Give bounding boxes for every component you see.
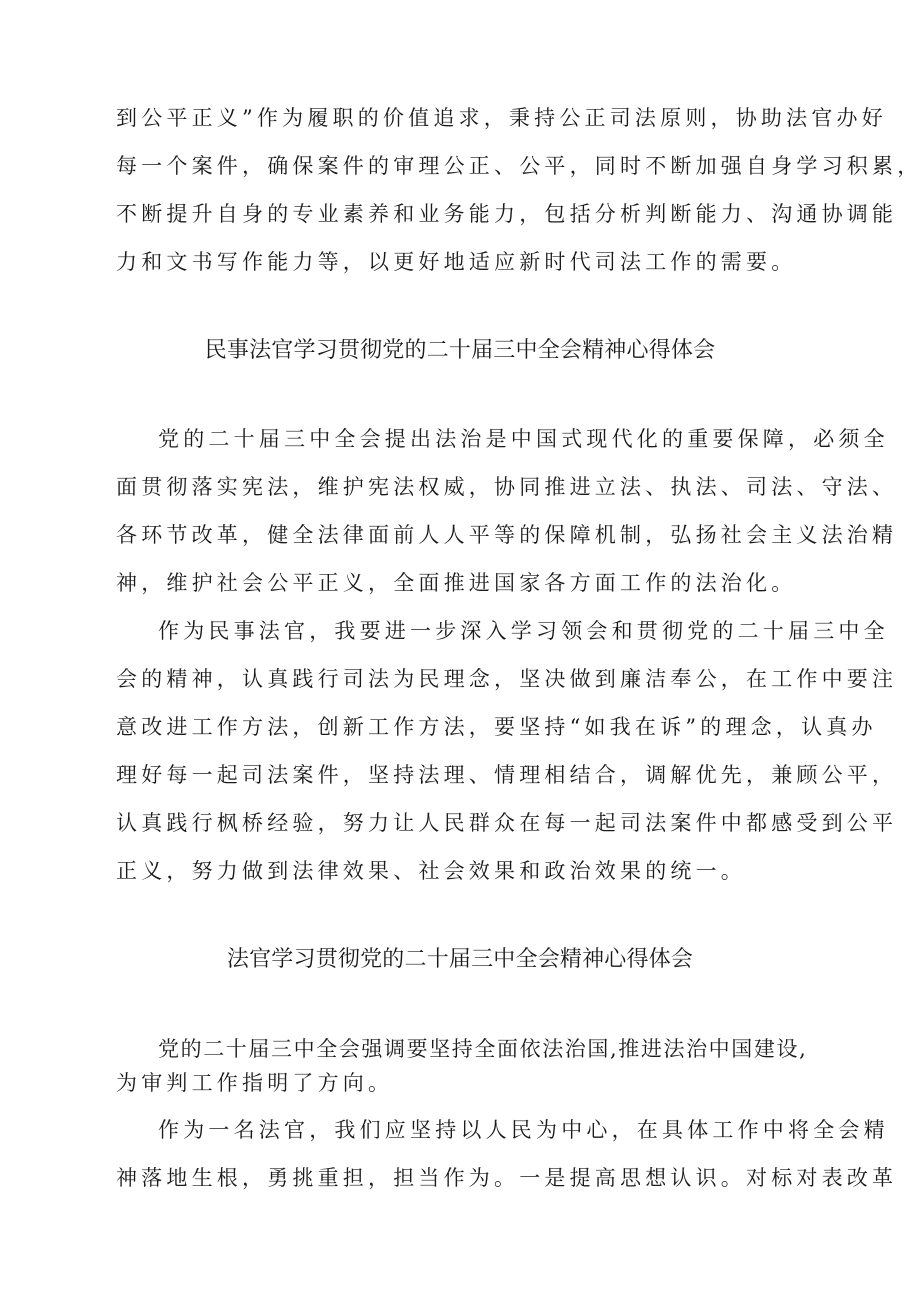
text-line: 各环节改革，健全法律面前人人平等的保障机制，弘扬社会主义法治精 [116, 523, 898, 547]
section-title: 民事法官学习贯彻党的二十届三中全会精神心得体会 [204, 338, 716, 363]
text-line: 党的二十届三中全会提出法治是中国式现代化的重要保障，必须全 [158, 427, 889, 451]
text-line: 面贯彻落实宪法，维护宪法权威，协同推进立法、执法、司法、守法、 [116, 475, 898, 499]
text-line: 不断提升自身的专业素养和业务能力，包括分析判断能力、沟通协调能 [116, 202, 898, 226]
text-line: 为审判工作指明了方向。 [116, 1071, 394, 1095]
section-title: 法官学习贯彻党的二十届三中全会精神心得体会 [226, 947, 694, 972]
text-line: 作为民事法官，我要进一步深入学习领会和贯彻党的二十届三中全 [158, 619, 889, 643]
text-line: 每一个案件，确保案件的审理公正、公平，同时不断加强自身学习积累， [116, 154, 922, 178]
text-line: 作为一名法官，我们应坚持以人民为中心，在具体工作中将全会精 [158, 1118, 889, 1142]
text-line: 党的二十届三中全会强调要坚持全面依法治国,推进法治中国建设, [158, 1037, 808, 1061]
text-line: 到公平正义”作为履职的价值追求，秉持公正司法原则，协助法官办好 [116, 106, 887, 130]
text-line: 力和文书写作能力等，以更好地适应新时代司法工作的需要。 [116, 250, 797, 274]
text-line: 神落地生根，勇挑重担，担当作为。一是提高思想认识。对标对表改革 [116, 1166, 898, 1190]
text-line: 意改进工作方法，创新工作方法，要坚持“如我在诉”的理念，认真办 [116, 715, 877, 739]
text-line: 正义，努力做到法律效果、社会效果和政治效果的统一。 [116, 859, 746, 883]
text-line: 理好每一起司法案件，坚持法理、情理相结合，调解优先，兼顾公平， [116, 763, 898, 787]
text-line: 会的精神，认真践行司法为民理念，坚决做到廉洁奉公，在工作中要注 [116, 667, 898, 691]
text-line: 认真践行枫桥经验，努力让人民群众在每一起司法案件中都感受到公平 [116, 811, 898, 835]
text-line: 神，维护社会公平正义，全面推进国家各方面工作的法治化。 [116, 571, 797, 595]
